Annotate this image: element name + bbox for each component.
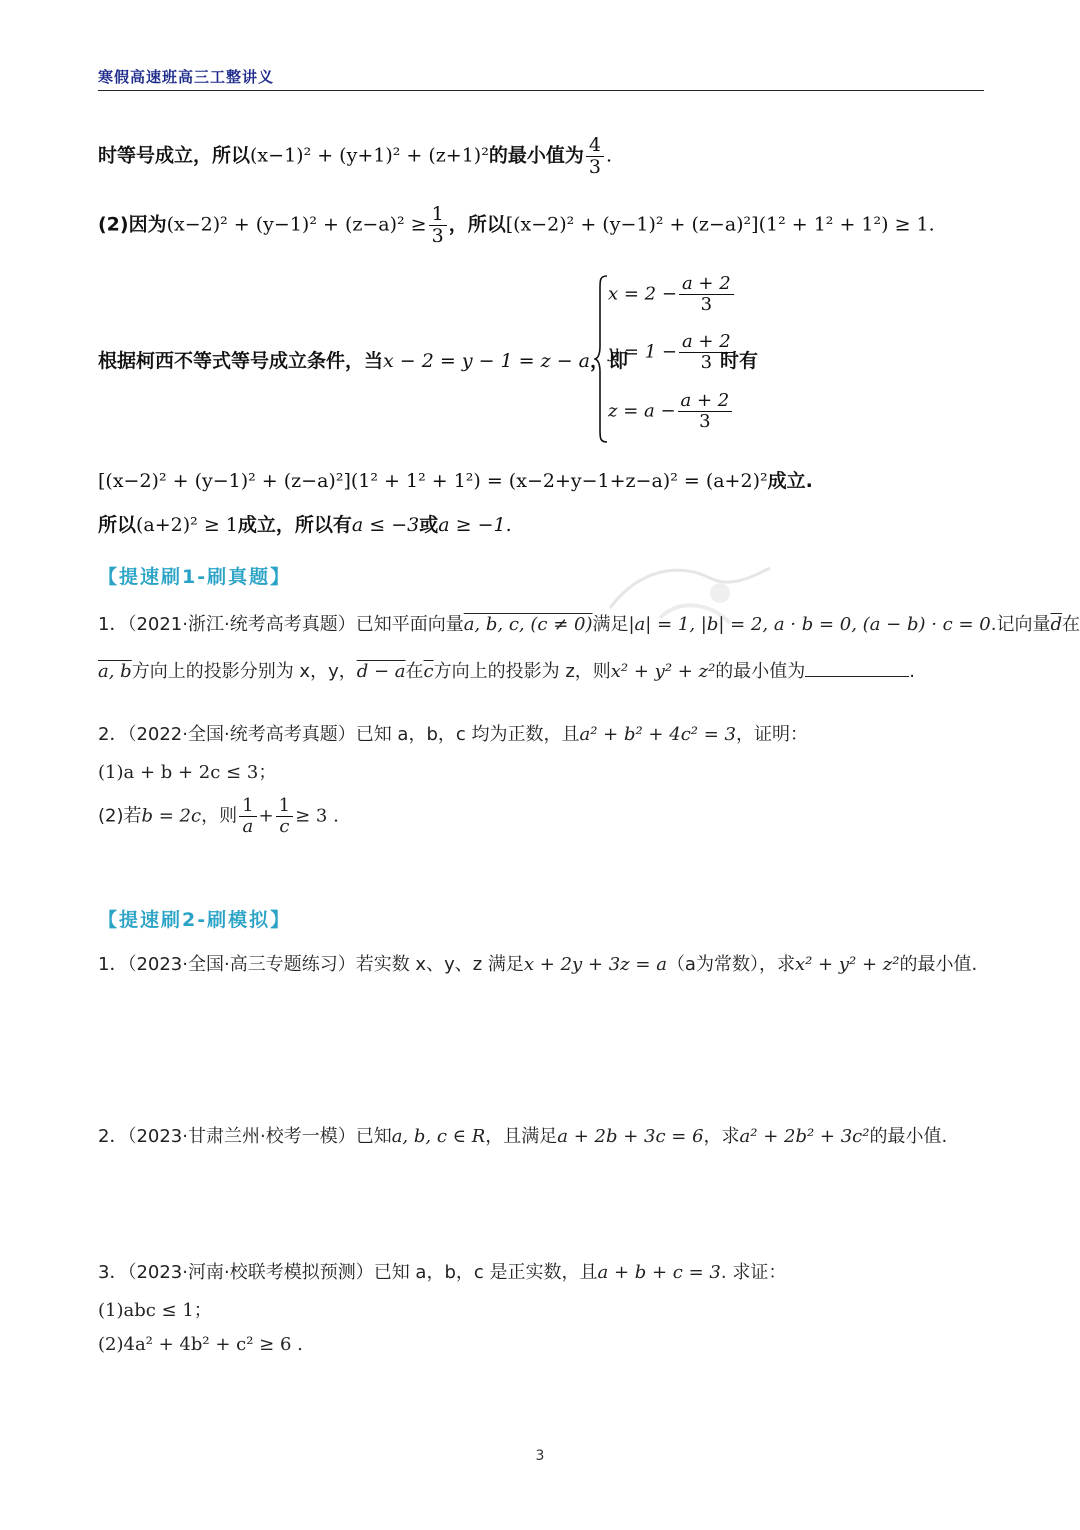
header-rule (98, 90, 984, 91)
q1-vector-d: $\overline{d}$ (1050, 614, 1062, 635)
line2-prefix: (2)因为 (98, 213, 167, 236)
line3-mid: ，即 (589, 350, 628, 372)
left-brace-icon (594, 274, 608, 444)
s2q1-text-c: 的最小值. (899, 954, 978, 975)
frac-den: a (239, 816, 256, 837)
s2-q3-part2 (98, 1334, 303, 1355)
frac-den: 3 (679, 294, 734, 315)
solution-line-4 (98, 466, 813, 493)
frac-den: 3 (679, 352, 734, 373)
s2q2-text-c: ，求 (703, 1126, 740, 1147)
s2q3-text-a: 3．（2023·河南·校联考模拟预测）已知 a，b，c 是正实数，且 (98, 1262, 598, 1283)
s2-q2 (98, 1122, 947, 1148)
q1-expr: x² + y² + z² (610, 661, 716, 682)
q1-text-f2: 方向上的投影为 z，则 (433, 661, 611, 682)
system-row-3 (608, 391, 734, 432)
q1-text-c: .记向量 (990, 614, 1051, 635)
line4-expr: [(x−2)² + (y−1)² + (z−a)²](1² + 1² + 1²) = (x−2+y−1+z−a)² = (a+2)² (98, 470, 768, 492)
s2q1-text-b: （a为常数），求 (666, 954, 795, 975)
s2q2-expr3: a² + 2b² + 3c² (739, 1126, 870, 1147)
frac-num: 1 (431, 203, 444, 225)
q2-text-b: ，证明： (735, 724, 808, 745)
answer-blank (805, 658, 909, 677)
s1-q2-part1 (98, 758, 276, 784)
frac-den: 3 (429, 225, 447, 247)
q2-part2-b: ，则 (201, 805, 238, 827)
line5-expr3: a ≥ −1. (438, 514, 512, 536)
line5-a: 所以 (98, 514, 137, 536)
section2-title: 【提速刷2-刷模拟】 (98, 909, 292, 931)
frac-den: c (276, 816, 293, 837)
s2q1-expr2: x² + y² + z² (794, 954, 900, 975)
q1-vectors-ab: a, b (98, 661, 132, 682)
q1-end: . (909, 661, 916, 682)
line5-c: 或 (419, 514, 439, 536)
solution-line-2 (98, 204, 935, 247)
s2q2-expr2: a + 2b + 3c = 6 (557, 1126, 704, 1147)
s1-q1-line1 (98, 610, 1080, 636)
q2-end: ≥ 3 . (295, 805, 339, 827)
q1-text-d2: 在 (405, 661, 424, 682)
solution-line-3 (98, 346, 628, 373)
s1-q1-line2 (98, 657, 915, 683)
q1-text-a: 1．（2021·浙江·统考高考真题）已知平面向量 (98, 614, 464, 635)
q2-frac-1 (239, 796, 256, 837)
q2-frac-2 (276, 796, 293, 837)
solution-line-1: 时等号成立，所以(x−1)² + (y+1)² + (z+1)²的最小值为 $\frac{4}{3}$ . (98, 134, 612, 178)
line5-expr1: (a+2)² ≥ 1 (136, 514, 238, 536)
s2q1-expr: x + 2y + 3z = a (523, 954, 667, 975)
frac-num: a + 2 (681, 331, 731, 352)
frac-num: 4 (588, 134, 601, 156)
s1-q2-line1 (98, 720, 808, 746)
q1-condition: |a| = 1, |b| = 2, a · b = 0, (a − b) · c = 0 (628, 614, 991, 635)
system-row-2 (608, 332, 736, 373)
s2q3-expr: a + b + c = 3 (597, 1262, 721, 1283)
q2-part2-a: (2)若 (98, 805, 142, 827)
line5-expr2: a ≤ −3 (351, 514, 420, 536)
frac-den: 3 (586, 156, 604, 178)
s2-q3 (98, 1258, 786, 1284)
line4-tail: 成立. (767, 470, 813, 492)
s2q3-part1: (1)abc ≤ 1； (98, 1300, 212, 1321)
q2-text-a: 2．（2022·全国·统考高考真题）已知 a，b，c 均为正数，且 (98, 724, 580, 745)
q1-vector-diff: d − a (356, 661, 406, 682)
line1-expr: (x−1)² + (y+1)² + (z+1)² (250, 144, 489, 167)
line1-fraction (586, 135, 604, 178)
q2-plus: + (258, 805, 274, 827)
s2q3-part2: (2)4a² + 4b² + c² ≥ 6 . (98, 1334, 303, 1355)
q2-part2-expr: b = 2c (141, 805, 202, 827)
section1-title: 【提速刷1-刷真题】 (98, 566, 292, 588)
line2-expr: (x−2)² + (y−1)² + (z−a)² ≥ (166, 213, 427, 236)
frac-num: a + 2 (681, 273, 731, 294)
s2-q3-part1 (98, 1296, 212, 1322)
line1-text: 时等号成立，所以 (98, 144, 251, 167)
frac-num: 1 (242, 795, 254, 816)
system-lhs: y = 1 − (608, 341, 677, 363)
q1-text-b2: 方向上的投影分别为 x，y， (131, 661, 357, 682)
line3-tail-wrap (720, 346, 758, 373)
s2q2-expr: a, b, c ∈ R (391, 1126, 486, 1147)
q2-part1: (1)a + b + 2c ≤ 3； (98, 762, 277, 783)
frac-den: 3 (678, 411, 733, 432)
line2-fraction (429, 204, 447, 247)
s2q2-text-a: 2．（2023·甘肃兰州·校考一模）已知 (98, 1126, 392, 1147)
frac-num: 1 (278, 795, 291, 816)
q1-vectors: a, b, c, (c ≠ 0) (463, 614, 593, 635)
s2q3-text-b: . 求证： (720, 1262, 787, 1283)
q1-text-e: 在 (1062, 614, 1080, 635)
page-number: 3 (535, 1448, 545, 1464)
q1-vector-c: $\overline{c}$ (423, 661, 434, 682)
line5-b: 成立，所以有 (237, 514, 352, 536)
solution-line-5 (98, 510, 512, 537)
s1-q2-part2 (98, 796, 339, 837)
frac-num: a + 2 (680, 390, 730, 411)
line2-expr2: [(x−2)² + (y−1)² + (z−a)²](1² + 1² + 1²) ≥ 1. (505, 213, 935, 236)
line3-text: 根据柯西不等式等号成立条件，当 (98, 350, 384, 372)
s2q1-text-a: 1．（2023·全国·高三专题练习）若实数 x、y、z 满足 (98, 954, 524, 975)
system-row-1 (608, 274, 736, 315)
q1-text-h2: 的最小值为 (715, 661, 806, 682)
header-title: 寒假高速班高三工整讲义 (98, 68, 275, 86)
line3-tail: 时有 (720, 350, 759, 372)
s2q2-text-b: ，且满足 (485, 1126, 558, 1147)
q2-expr: a² + b² + 4c² = 3 (579, 724, 736, 745)
system-lhs: z = a − (608, 400, 676, 422)
system-lhs: x = 2 − (608, 283, 677, 305)
line3-expr: x − 2 = y − 1 = z − a (383, 350, 590, 372)
line1-tail: 的最小值为 (488, 144, 584, 167)
q1-text-b: 满足 (592, 614, 629, 635)
s2-q1 (98, 950, 977, 976)
line2-mid: ，所以 (448, 213, 506, 236)
s2q2-text-d: 的最小值. (869, 1126, 948, 1147)
